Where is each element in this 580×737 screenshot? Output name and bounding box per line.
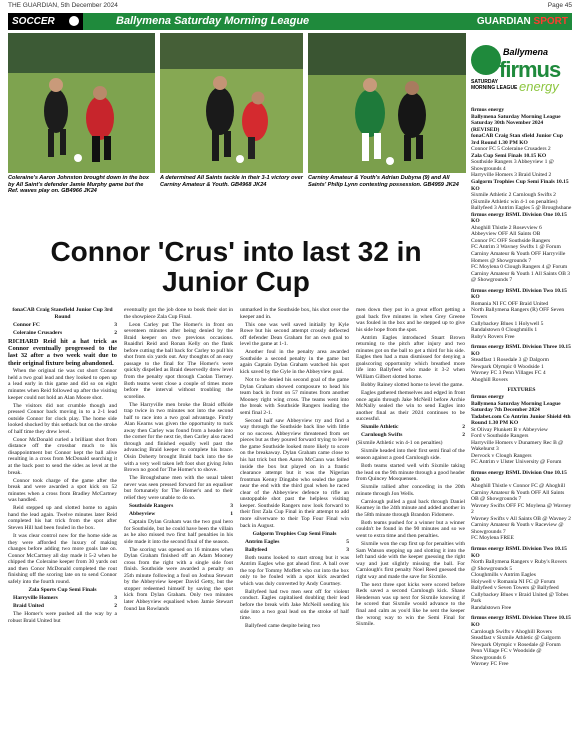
- result-line: Cullybackey Blues v Braid United @ Tobes Park: [471, 591, 569, 605]
- team-score: 5: [346, 538, 349, 545]
- result-line: Ford v Southside Rangers: [471, 433, 529, 440]
- results-heading: Ballymena Saturday Morning League Saturday 30th November 2024 (REVISED): [471, 113, 561, 133]
- photo-3-caption: Carniny Amateur & Youth's Adrian Dubyna (9) and All Saints' Philip Lynn contesting possession. GB4959 JK24: [308, 175, 459, 188]
- article-column-4: [356, 307, 465, 733]
- results-heading: firmus energy: [471, 107, 505, 113]
- team-name: Abbeyview: [129, 510, 156, 517]
- paragraph: eventually got the job done to book their slot in the showpiece Zala Cup Final.: [124, 307, 233, 320]
- paragraph: Sixmile won the cup first up for penalties with Sam Watson stepping up and slotting it into the left hand side with the keeper guessing the right way and just slightly missing the ball. For Carnlough's first penalty Noel Reed guessed the right way and made the save for Sixmile.: [356, 541, 465, 580]
- paragraph: Reid stepped up and slotted home to again hand the lead again. Twelve minutes later Reid completed his hat trick from the spot after Steven Hill had been fouled in the box.: [8, 505, 117, 531]
- paragraph: The Broughshane men with the usual talent never was seen pressed forward for an equaliser but fortunately for The Homer's and to their relief they were unable to do so.: [124, 475, 233, 501]
- photo-1: [8, 33, 155, 173]
- result-line: Ahoghill Thistle 2 Rosevview 6: [471, 224, 542, 231]
- result-line: Cullybackey Blues 1 Holywell 5: [471, 320, 544, 327]
- paragraph: When the original tie was cut short Connor held a two goal lead and they looked to open up a lead early in this game and did so on eight minutes when Reid followed up after the visiting keeper could not hold an Alan Moore shot.: [8, 368, 117, 401]
- result-line: Ballyfeed 3 Antrim Eagles 5 @ Broughshane: [471, 205, 572, 212]
- photo-2: [160, 33, 303, 173]
- result-line: Steadfast v Sixmile Athletic @ Galgorm: [471, 635, 561, 642]
- score-line: [356, 432, 465, 439]
- team-score: 3: [346, 546, 349, 553]
- team-score: 2: [114, 329, 117, 336]
- score-line: [8, 595, 117, 602]
- match-photo: [8, 33, 155, 173]
- team-score: 3: [230, 502, 233, 509]
- results-heading: firmus energy: [471, 393, 505, 400]
- article-column-1: [8, 307, 117, 733]
- results-heading: firmus energy BSML Division Two 10.15 KO: [471, 287, 567, 301]
- paragraph: Eagles gathered themselves and edged in front once again through Jake McNeill before Archie McNally sealed the win to send Eagles into another final as their 2024 continues to be successful.: [356, 390, 465, 423]
- team-name: Braid United: [13, 602, 44, 609]
- sponsor-logo: [471, 45, 572, 107]
- match-photo: [160, 33, 303, 173]
- paragraph: The next three spot kicks were scored before Reds saved a second Carnlough kick. Shane Henderson was up next for Sixmile knowing if he scored that Sixmile would advance to the final and calm as you'd like he sent the keeper the wrong way to win the Semi Final for Sixmile.: [356, 581, 465, 628]
- result-line: Newpark Olympic 0 Woodside 1: [471, 363, 544, 370]
- results-heading: Zala Cup Semi Finals 10.15 KO: [471, 152, 547, 159]
- result-line: Carnlough Swifts v Ahoghill Rovers: [471, 628, 553, 635]
- result-line: Abbeyview OFF All Saints OB: [471, 231, 541, 238]
- results-heading: fonaCAB Craig Stan sfield Junior Cup 3rd Round 1.30 PM KO: [471, 133, 563, 146]
- team-name: Southside Rangers: [129, 502, 174, 509]
- article-column-2: [124, 307, 233, 733]
- team-score: 2: [462, 432, 465, 439]
- score-line: [240, 539, 349, 546]
- subheading: Galgorm Trophies Cup Semi Finals: [252, 530, 337, 537]
- result-line: Southside Rangers 3 Abbeyview 1 @ Showgrounds 4: [471, 159, 554, 172]
- result-line: Randalstown Free: [471, 604, 512, 611]
- result-line: Ahoghill Rovers: [471, 376, 508, 383]
- result-line: FC Moylena 0 Clough Rangers 4 @ Forum: [471, 264, 568, 271]
- team-score: 3: [114, 321, 117, 328]
- lead-paragraph: RICHARD Reid hit a hat trick as Connor eventually progressed to the last 32 after a two week wait due to their original fixture being abandoned.: [8, 337, 117, 367]
- team-name: Coleraine Crusaders: [13, 329, 63, 336]
- brand-name: GUARDIAN: [476, 16, 531, 27]
- results-heading: Galgorm Trophies Cup Semi Finals 10.15 KO: [471, 179, 569, 192]
- results-heading: FIXTURES: [507, 387, 536, 394]
- score-line: [240, 547, 349, 554]
- result-line: Ruby's Rovers Free: [471, 333, 515, 340]
- result-line: Steadfast 1 Rosedale 3 @ Dalgorm: [471, 357, 549, 364]
- paragraph: (Sixmile Athletic win 4-1 on penalties): [356, 440, 443, 447]
- result-line: Dervock v Clough Rangers: [471, 452, 532, 459]
- score-line: [124, 511, 233, 518]
- article-column-3: [240, 307, 349, 733]
- paragraph: Leon Carley put The Homer's in front on seventeen minutes after being denied by the Braid keeper on two previous occasions. Ruaidhri Reid and Ronan Kelly on the flank before cutting the ball back for Carley to pull his shot from six yards out. Any thoughts of an easy passage to the final for The Homer's were quickly dispelled as Braid deservedly drew level from the penalty spot through Caolan Tierney. Both teams went close a couple of times more before the interval without troubling the scoreline.: [124, 321, 233, 400]
- logo-main: firmus: [499, 57, 561, 82]
- logo-sub1: SATURDAY: [471, 79, 498, 85]
- result-line: Romania NI FC OFF Braid United: [471, 300, 549, 307]
- section-banner: [8, 13, 572, 30]
- paragraph: Sixmile headed into their first semi final of the season against a good Carnlough side.: [356, 448, 465, 461]
- result-line: Wavney Swifts v All Saints OB @ Wavney 2: [471, 515, 571, 522]
- score-line: [8, 322, 117, 329]
- result-line: Carniny Amateur & Youth v Raceview @ Showgrounds 7: [471, 522, 564, 535]
- results-heading: firmus energy BSML Division Two 10.15 KO: [471, 546, 567, 559]
- logo-subtitle: [471, 79, 517, 91]
- photo-3: [308, 33, 466, 173]
- team-score: 2: [462, 424, 465, 431]
- subheading: Zala Sports Cup Semi Finals: [28, 586, 97, 593]
- team-name: Harryville Homers: [13, 594, 58, 601]
- results-heading: firmus energy BSML Division One 10.15 KO: [471, 211, 567, 225]
- team-name: Connor FC: [13, 321, 40, 328]
- competition-heading: fonaCAB Craig Stansfield Junior Cup 3rd Round: [12, 307, 113, 320]
- paragraph: Connor took charge of the game after the break and were awarded a spot kick on 52 minutes when a cross from Bradley McCartney was handled.: [8, 477, 117, 504]
- result-line: Connor FC OFF Southside Rangers: [471, 237, 551, 244]
- paragraph: Both teams pushed for a winner but a winner couldn't be found in the 90 minutes and so we went to extra time and then penalties.: [356, 519, 465, 539]
- page-header: [8, 2, 572, 12]
- match-photo: [308, 33, 466, 173]
- result-line: Wavney FC Free: [471, 661, 509, 668]
- results-heading: Tadabet.com Co Antrim Junior Shield 4th Round 1.30 PM KO: [471, 413, 571, 427]
- brand-logo: [477, 13, 568, 30]
- paragraph: Not to be denied his second goal of the game Dylan Graham showed composure to head his team back in front on 57 minutes from another Mooney right wing cross. The teams went into the break with Southside Rangers leading the semi final 2-1.: [240, 376, 349, 416]
- result-line: Newpark Olympic v Rosedale @ Forum: [471, 641, 561, 648]
- publication-date: THE GUARDIAN, 5th December 2024: [8, 2, 118, 9]
- result-line: Penn Village FC v Woodside @ Showgrounds 6: [471, 648, 542, 661]
- result-line: FC Antrim v Ulster University @ Forum: [471, 459, 562, 466]
- result-line: FC Moylena FREE: [471, 535, 514, 542]
- paragraph: Both teams started well with Sixmile taking the lead on the 9th minute through a good header from Quincey Mosquensen.: [356, 463, 465, 483]
- section-label: SOCCER: [8, 13, 83, 30]
- team-score: 3: [114, 594, 117, 601]
- article-headline: Connor 'Crus' into last 32 in Junior Cup: [50, 236, 422, 297]
- paragraph: Conor McDonald curled a brilliant shot from distance off the crossbar much to his disappointment but Connor kept the ball alive resulting in a cross from McDonald searching it at the back post to send the sides as level at the break.: [8, 436, 117, 476]
- paragraph: Ballyfeed came despite being two: [245, 623, 321, 630]
- result-line: Ahoghill Thistle v Connor FC @ Ahoghill: [471, 483, 566, 490]
- score-line: [8, 330, 117, 337]
- result-line: St Olivay Plunkett B v Abbeyview: [471, 426, 548, 433]
- result-line: North Ballymena Rangers (R) OFF Seven Towers: [471, 307, 565, 320]
- results-heading: firmus energy BSML Division One 10.15 KO: [471, 469, 567, 483]
- logo-sub2: MORNING LEAGUE: [471, 85, 518, 91]
- team-name: Antrim Eagles: [245, 538, 280, 545]
- team-name: Ballyfeed: [245, 546, 268, 553]
- team-score: 2: [114, 602, 117, 609]
- paragraph: The Harryville men broke the Braid offside trap twice in two minutes not into the second half to race into a two goal advantage. Firstly Alan Kearns was given the opportunity to tuck away then Carley was found from a header into the corner for the next tie, then Carley also raced through and finished equally well past the advancing Braid keeper to complete his brace. Oisin Doherty brought Braid back into the tie with a very well taken left foot shot giving John Brown no good for The Homer's to shove.: [124, 401, 233, 474]
- score-line: [356, 424, 465, 431]
- result-line: Carniny Amateur & Youth OFF All Saints OB @ Showgrounds 7: [471, 489, 565, 503]
- result-line: Carniny Amateur & Youth 1 All Saints OB 3 @ Showgrounds 7: [471, 270, 571, 284]
- result-line: Cloughmills v Antrim Eagles: [471, 572, 536, 579]
- team-name: Carnlough Swifts: [361, 432, 403, 439]
- result-line: Harryville Homers 3 Braid United 2: [471, 172, 552, 179]
- result-line: Harryville Homers v Dunamery Rec B @ Wakehurst 3: [471, 439, 564, 453]
- paragraph: Captain Dylan Graham was the two goal hero for Southside, but he could have been the villain as he also missed two first half penalties in his side made it into the second final of the season.: [124, 518, 233, 545]
- paragraph: unmarked in the Southside box, his shot over the keeper and in.: [240, 307, 349, 320]
- result-line: Wavney FC 3 Penn Villages FC 4: [471, 370, 546, 377]
- paragraph: Another foul in the penalty area awarded Southside a second penalty in the game but again Captain Dylan Graham watched his spot kick saved by the Gyle in the Abbeyview goal.: [240, 349, 349, 375]
- league-title: Ballymena Saturday Morning League: [116, 15, 310, 27]
- results-list: [471, 107, 572, 668]
- paragraph: men down they put in a great effort getting a goal back five minutes in when Grey Greene was fouled in the box and he stepped up to give his side hope from the spot.: [356, 307, 465, 333]
- result-line: Sixmile Athletic 2 Carnlough Swifts 2 (Sixmile Athletic win 4-1 on penalties): [471, 192, 558, 205]
- team-name: Sixmile Athletic: [361, 424, 399, 431]
- result-line: FC Antrim 3 Wavney Swifts 1 @ Forum: [471, 244, 561, 251]
- paragraph: It was clear control now for the home side as they were afforded the luxury of making changes before adding two more goals late on. Connor McCartney all day made it 5-2 when he chipped the Coleraine keeper from 30 yards out and then Conor McDonald completed the rout finishing off the scoring late on to send Connor safely into the fourth round.: [8, 533, 117, 585]
- result-line: Randalstown 0 Cloughmills 1: [471, 327, 538, 334]
- logo-top: Ballymena: [503, 47, 549, 57]
- score-line: [124, 503, 233, 510]
- paragraph: The scoring was opened on 16 minutes when Dylan Graham finished off an Adam Mooney cross from the right with a single side foot finish. Southside were awarded a penalty on 25th minute following a foul on Joshua Stewart by the Abbeyview keeper David Getty, but the stopper redeemed himself by saving the spot kick from Dylan Graham. Only two minutes later Abbeyview equalised when Jamie Stewart found Ian Rowlands: [124, 546, 233, 612]
- paragraph: The Homer's were pushed all the way by a robust Braid United but: [8, 611, 117, 624]
- logo-accent: energy: [519, 79, 559, 94]
- paragraph: Carnlough pulled a goal back through Daniel Kearney in the 24th minute and added another in the 58th minute through Brandon Fidomere.: [356, 498, 465, 518]
- result-line: North Ballymena Rangers v Ruby's Rovers @ Showgrounds 5: [471, 559, 567, 572]
- paragraph: Antrim Eagles introduced Stuart Brown returning to the pitch after injury and two minutes got on the ball to get a third for his side. Eagles then had a man dismissed for denying a goalscoring opportunity which breathed more life into Ballyfeed who made it 3-2 when William Gilbert slotted home.: [356, 334, 465, 380]
- result-line: Connor FC 5 Coleraine Crusaders 2: [471, 146, 551, 153]
- brand-sport: SPORT: [533, 16, 568, 27]
- football-icon: [68, 15, 80, 27]
- page-number: Page 45: [547, 2, 572, 9]
- photo-2-caption: A determined All Saints tackle in their 3-1 victory over Carniny Amateur & Youth. GB4968 JK24: [160, 175, 303, 188]
- results-heading: firmus energy BSML Division Three 10.15 KO: [471, 344, 571, 357]
- result-line: Ballyfeed v Seven Towers @ Ballyfeed: [471, 585, 559, 592]
- paragraph: Second half saw Abbeyview try and find a way through the Southside back line with little or no success. Abbeyview threatened from set pieces but as they poured forward trying to level the game Southside looked more likely to score on the breakaway. Dylan Graham came close to his hat trick but then Aaron McCann was felled inside the box but played on in a frantic clearance attempt but it was the Nigerian frontman Kenny Dingabo who sealed the game near the end with the third goal when he raced clear of the Abbeyview defence to rifle an unstoppable shot past the helpless visiting keeper. Southside Rangers now look forward to their first Zala Cup Final in their attempt to add more silverware to their Top Four Final win back in August.: [240, 417, 349, 529]
- results-heading: Ballymena Saturday Morning League Saturday 7th December 2024: [471, 400, 561, 414]
- team-score: 1: [230, 510, 233, 517]
- result-line: Carniny Amateur & Youth OFF Harryville Homers @ Showgrounds 7: [471, 251, 566, 264]
- results-heading: firmus energy BSML Division Three 10.15 KO: [471, 615, 571, 629]
- paragraph: The visitors did not crumble though and pressed Connor back moving in to a 2-1 lead outside Connor for clock play. The home side looked shocked by this setback but on the stroke of half time they drew level.: [8, 402, 117, 435]
- result-line: Wavney Swifts OFF FC Moylena @ Wavney 2: [471, 502, 572, 516]
- paragraph: Bobby Rainey slotted home to level the game.: [361, 382, 464, 389]
- results-sidebar: [471, 45, 572, 733]
- paragraph: Both teams looked to start strong but it was Antrim Eagles who got ahead first. A ball over the top for Tommy Moffett who cut into the box only to be fouled with a spot kick awarded which was duly converted by Andy Courtney.: [240, 554, 349, 587]
- photo-1-caption: Coleraine's Aaron Johnston brought down in the box by All Saint's defender Jamie Murphy game but the Ref. waves play on. GB4966 JK24: [8, 175, 149, 194]
- paragraph: This one was well saved initially by Kyle Rowe but his second attempt crossly deflected off defender Dean Graham for an own goal to level the game at 1-1.: [240, 321, 349, 348]
- paragraph: Ballyfeed had two men sent off for violent conduct. Eagles capitalised doubling their lead before the break with Jake McNeill sending his side into a two goal lead on the stroke of half time.: [240, 588, 349, 622]
- logo-circle-icon: [471, 45, 501, 75]
- paragraph: Sixmile rallied after conceding in the 20th minute through Jon Wells.: [356, 484, 465, 497]
- score-line: [8, 603, 117, 610]
- result-line: Holywell v Romania NI FC @ Forum: [471, 578, 556, 585]
